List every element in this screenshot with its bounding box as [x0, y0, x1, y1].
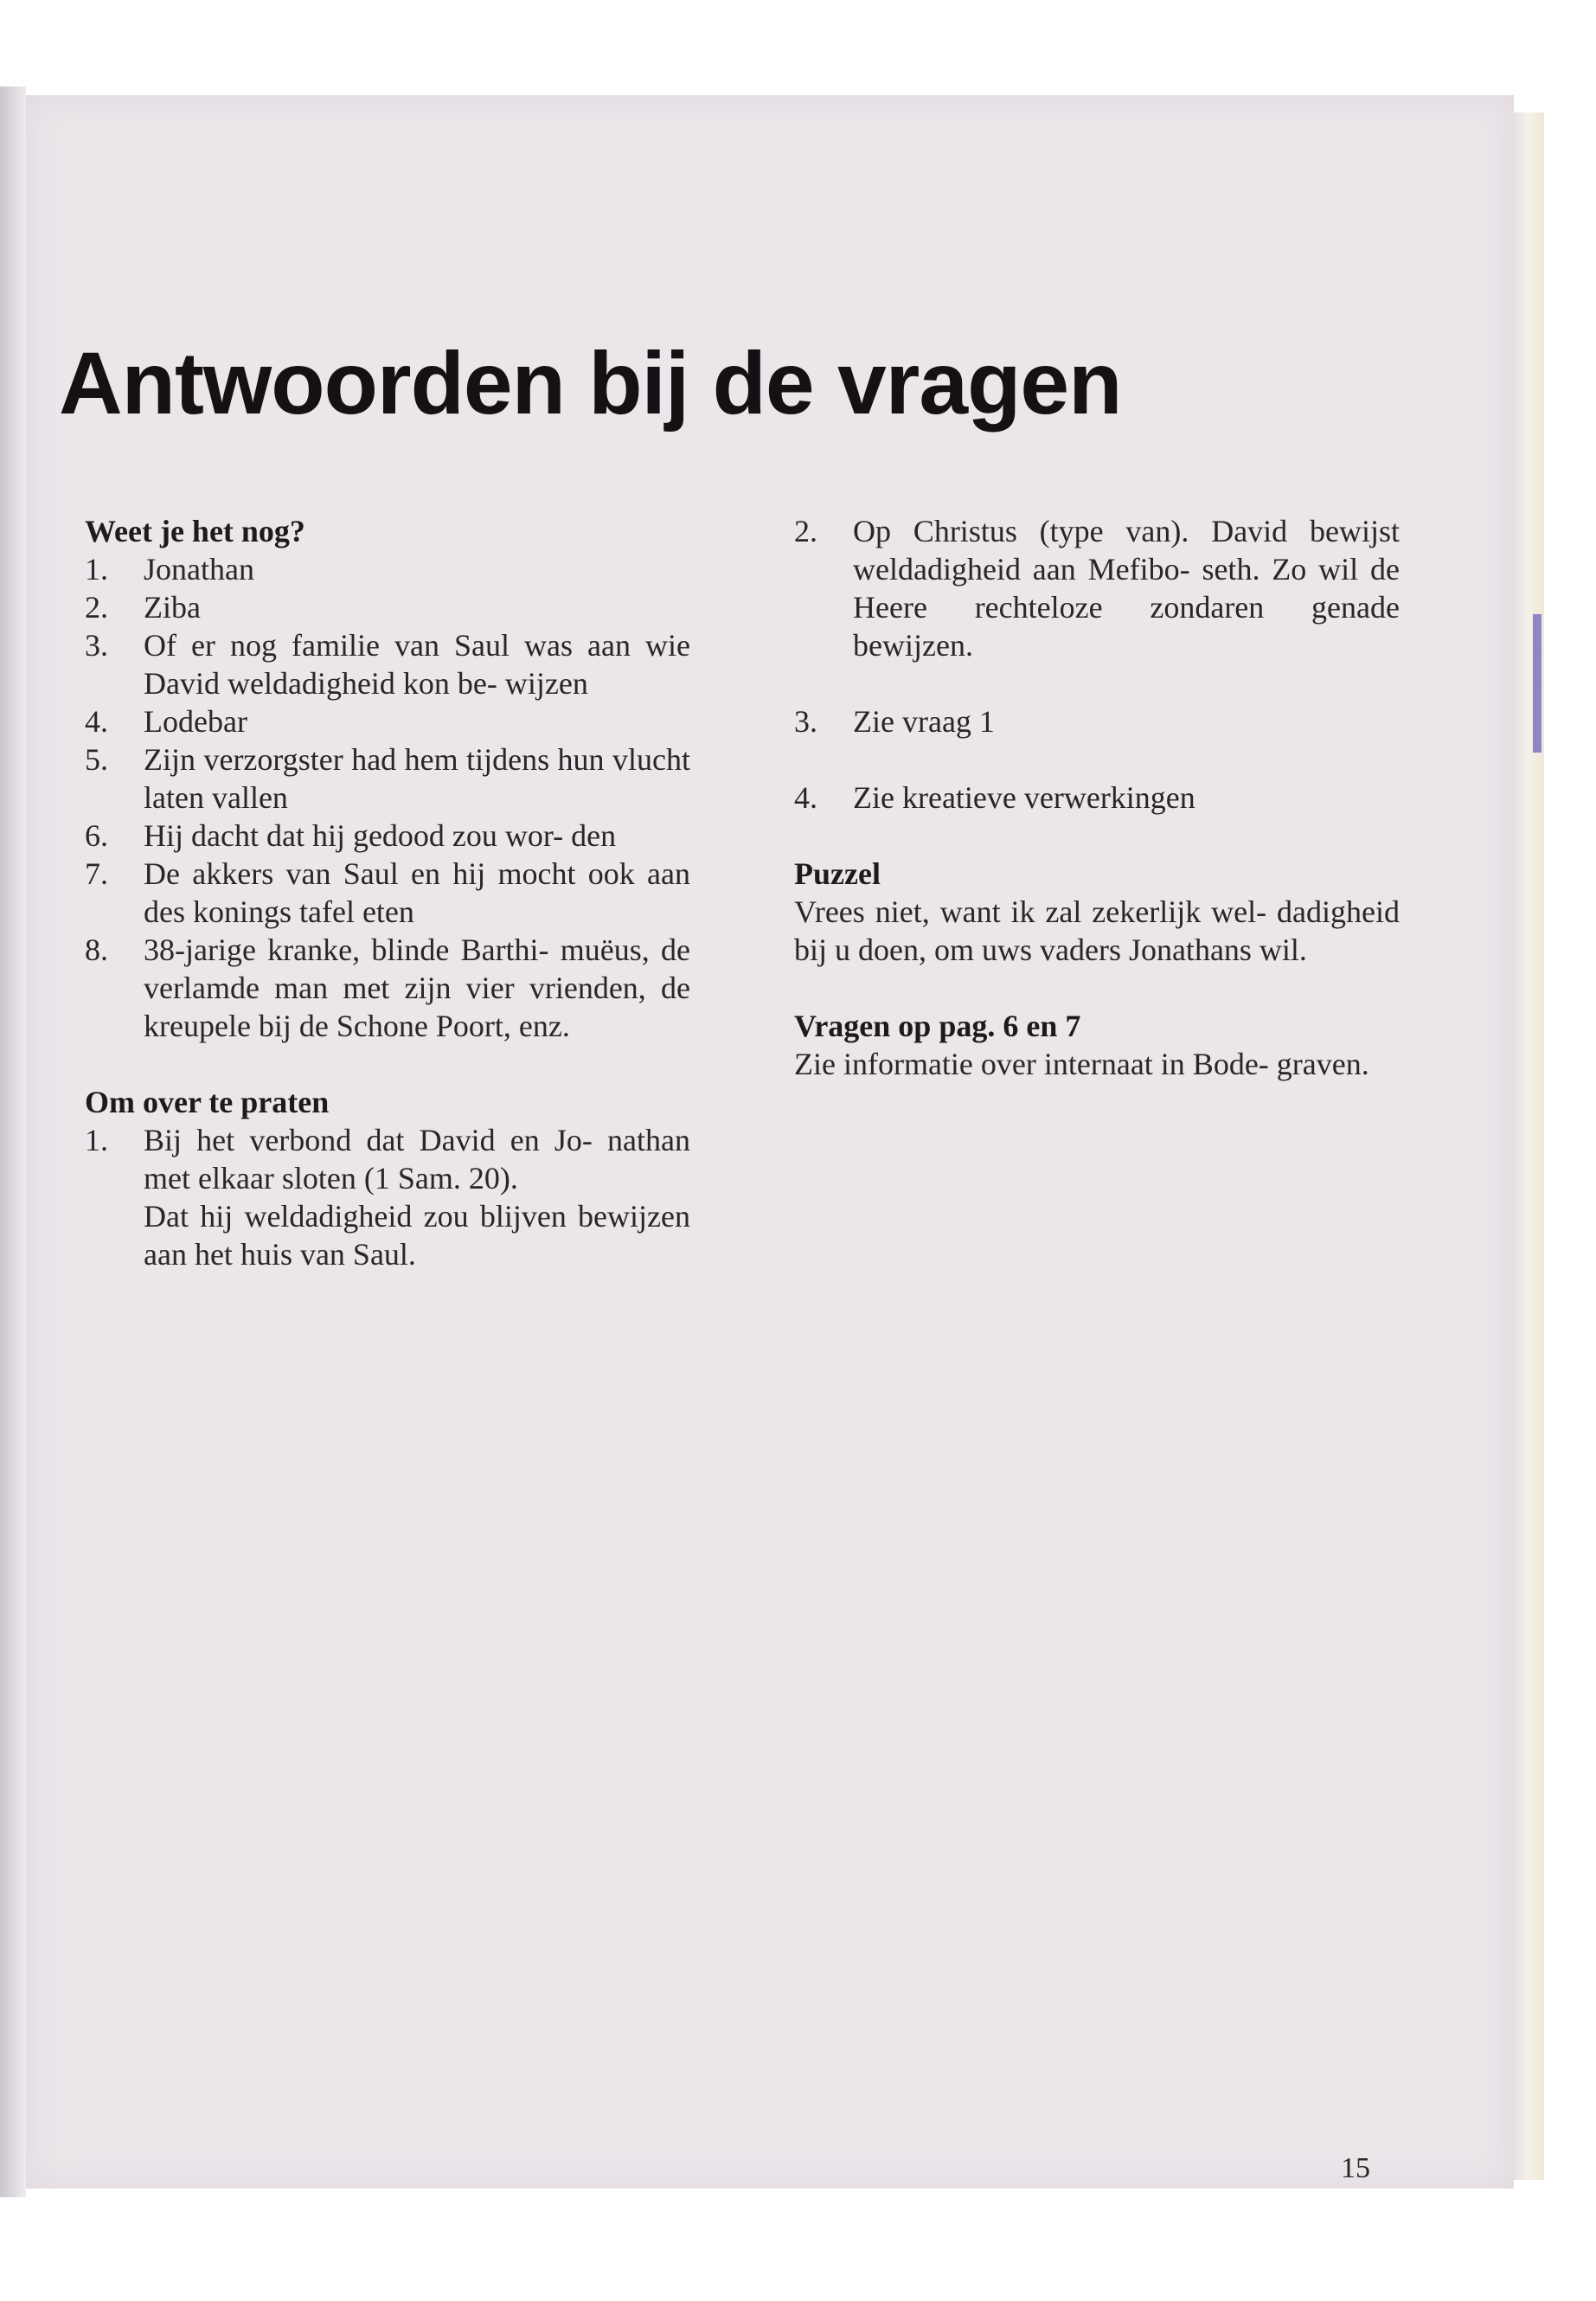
item-text: Zie kreatieve verwerkingen [853, 780, 1195, 815]
section-heading-puzzel: Puzzel [794, 856, 881, 891]
list-item [85, 1121, 690, 1273]
page-number: 15 [1341, 2152, 1370, 2184]
list-item [85, 550, 690, 588]
section-heading-weet: Weet je het nog? [85, 514, 305, 548]
list-item [85, 626, 690, 702]
puzzel-text: Vrees niet, want ik zal zekerlijk wel- dadigheid bij u doen, om uws vaders Jonathans wil. [794, 894, 1400, 967]
bookmark-tab [1533, 614, 1542, 753]
spacer [794, 817, 1400, 855]
item-number: 2. [794, 514, 817, 548]
item-number: 3. [85, 628, 108, 663]
item-number: 7. [85, 856, 108, 891]
vragen-text: Zie informatie over internaat in Bode- graven. [794, 1047, 1369, 1081]
item-number: 2. [85, 590, 108, 625]
spacer [794, 740, 1400, 779]
list-item [85, 855, 690, 931]
item-text: Ziba [144, 590, 201, 625]
item-number: 1. [85, 552, 108, 586]
spacer [794, 969, 1400, 1007]
item-text: Of er nog familie van Saul was aan wie David weldadigheid kon be- wijzen [144, 628, 690, 701]
section-heading-vragen: Vragen op pag. 6 en 7 [794, 1009, 1081, 1043]
item-number: 5. [85, 742, 108, 777]
book-spine [0, 87, 26, 2197]
item-number: 4. [794, 780, 817, 815]
item-text: Zijn verzorgster had hem tijdens hun vlucht laten vallen [144, 742, 690, 815]
item-number: 3. [794, 704, 817, 739]
item-text-continued: Dat hij weldadigheid zou blijven bewijzen aan het huis van Saul. [144, 1199, 690, 1272]
item-text: Hij dacht dat hij gedood zou wor- den [144, 818, 617, 853]
item-number: 4. [85, 704, 108, 739]
item-text: Jonathan [144, 552, 254, 586]
list-item [85, 931, 690, 1045]
item-text: 38-jarige kranke, blinde Barthi- muëus, de verlamde man met zijn vier vrienden, de kreupele bij de Schone Poort, enz. [144, 933, 690, 1043]
item-text: De akkers van Saul en hij mocht ook aan des konings tafel eten [144, 856, 690, 929]
item-number: 6. [85, 818, 108, 853]
list-item [794, 512, 1400, 664]
list-item [85, 702, 690, 740]
list-item [85, 817, 690, 855]
section-heading-praten: Om over te praten [85, 1085, 330, 1119]
right-column [794, 512, 1400, 1083]
item-number: 8. [85, 933, 108, 967]
list-item [794, 702, 1400, 740]
spacer [85, 1045, 690, 1083]
list-item [794, 779, 1400, 817]
item-number: 1. [85, 1123, 108, 1157]
list-item [85, 740, 690, 817]
list-item [85, 588, 690, 626]
spacer [794, 664, 1400, 702]
book-page [26, 95, 1514, 2189]
item-text: Zie vraag 1 [853, 704, 995, 739]
item-text: Lodebar [144, 704, 247, 739]
item-text: Bij het verbond dat David en Jo- nathan met elkaar sloten (1 Sam. 20). [144, 1123, 690, 1195]
left-column [85, 512, 690, 1273]
page-title: Antwoorden bij de vragen [59, 334, 1122, 433]
item-text: Op Christus (type van). David bewijst weldadigheid aan Mefibo- seth. Zo wil de Heere rechteloze zondaren genade bewijzen. [853, 514, 1400, 663]
page-edge [1514, 112, 1544, 2180]
